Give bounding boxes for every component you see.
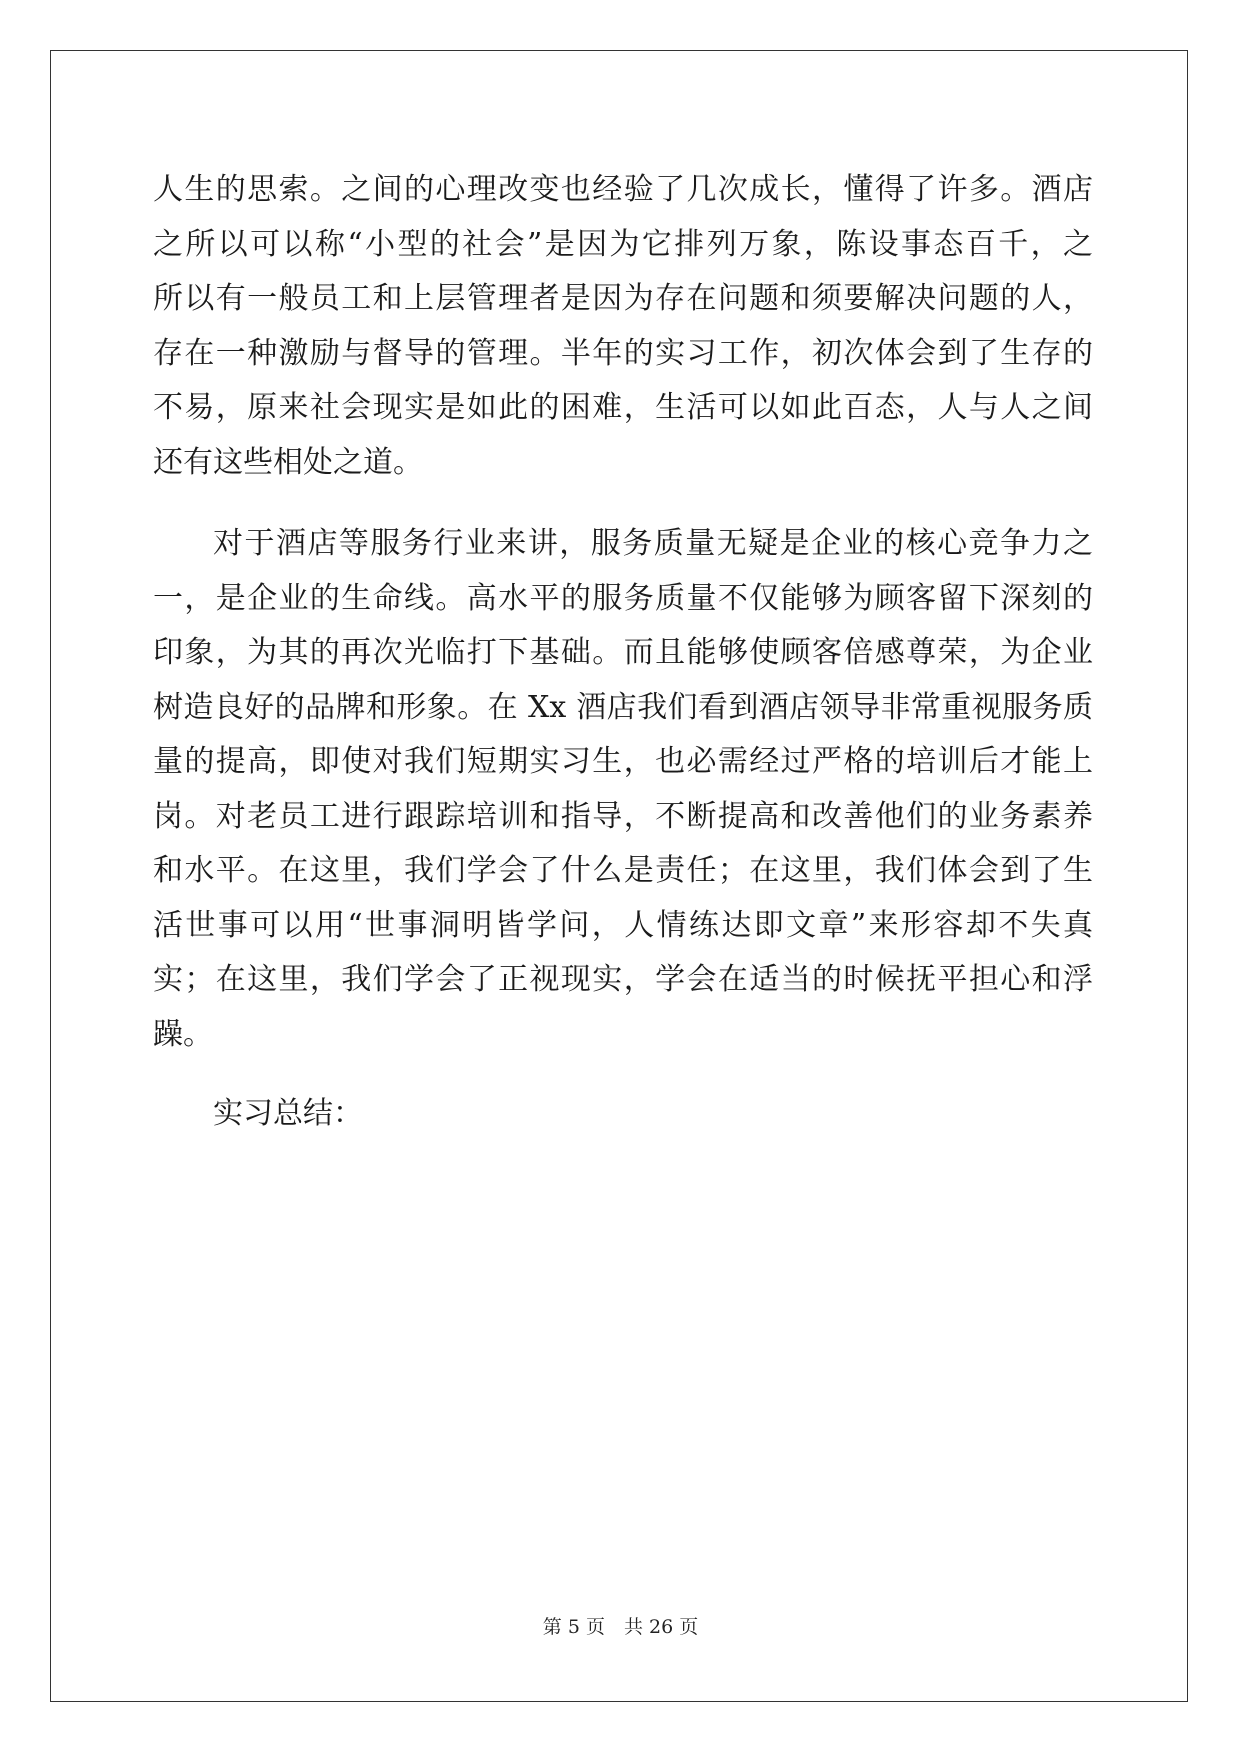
page-number: 第 5 页 共 26 页 [542,1616,699,1638]
text-line: 一，是企业的生命线。高水平的服务质量不仅能够为顾客留下深刻的 [153,581,1093,616]
text-line: 不易，原来社会现实是如此的困难，生活可以如此百态，人与人之间 [153,390,1093,425]
text-line: 活世事可以用“世事洞明皆学问，人情练达即文章”来形容却不失真 [153,908,1093,943]
text-line: 量的提高，即使对我们短期实习生，也必需经过严格的培训后才能上 [153,744,1093,779]
section-heading: 实习总结： [213,1096,363,1131]
text-line: 岗。对老员工进行跟踪培训和指导，不断提高和改善他们的业务素养 [153,799,1093,834]
text-line: 所以有一般员工和上层管理者是因为存在问题和须要解决问题的人， [153,281,1093,316]
text-line: 躁。 [153,1017,213,1052]
paragraph-first-line: 对于酒店等服务行业来讲，服务质量无疑是企业的核心竞争力之 [213,526,1093,561]
text-line: 实；在这里，我们学会了正视现实，学会在适当的时候抚平担心和浮 [153,962,1093,997]
text-line: 存在一种激励与督导的管理。半年的实习工作，初次体会到了生存的 [153,336,1093,371]
text-line: 还有这些相处之道。 [153,445,423,480]
text-line: 印象，为其的再次光临打下基础。而且能够使顾客倍感尊荣，为企业 [153,635,1093,670]
text-line: 之所以可以称“小型的社会”是因为它排列万象，陈设事态百千，之 [153,227,1093,262]
text-line: 和水平。在这里，我们学会了什么是责任；在这里，我们体会到了生 [153,853,1093,888]
text-line: 人生的思索。之间的心理改变也经验了几次成长，懂得了许多。酒店 [153,172,1093,207]
text-line: 树造良好的品牌和形象。在 Xx 酒店我们看到酒店领导非常重视服务质 [153,690,1093,725]
